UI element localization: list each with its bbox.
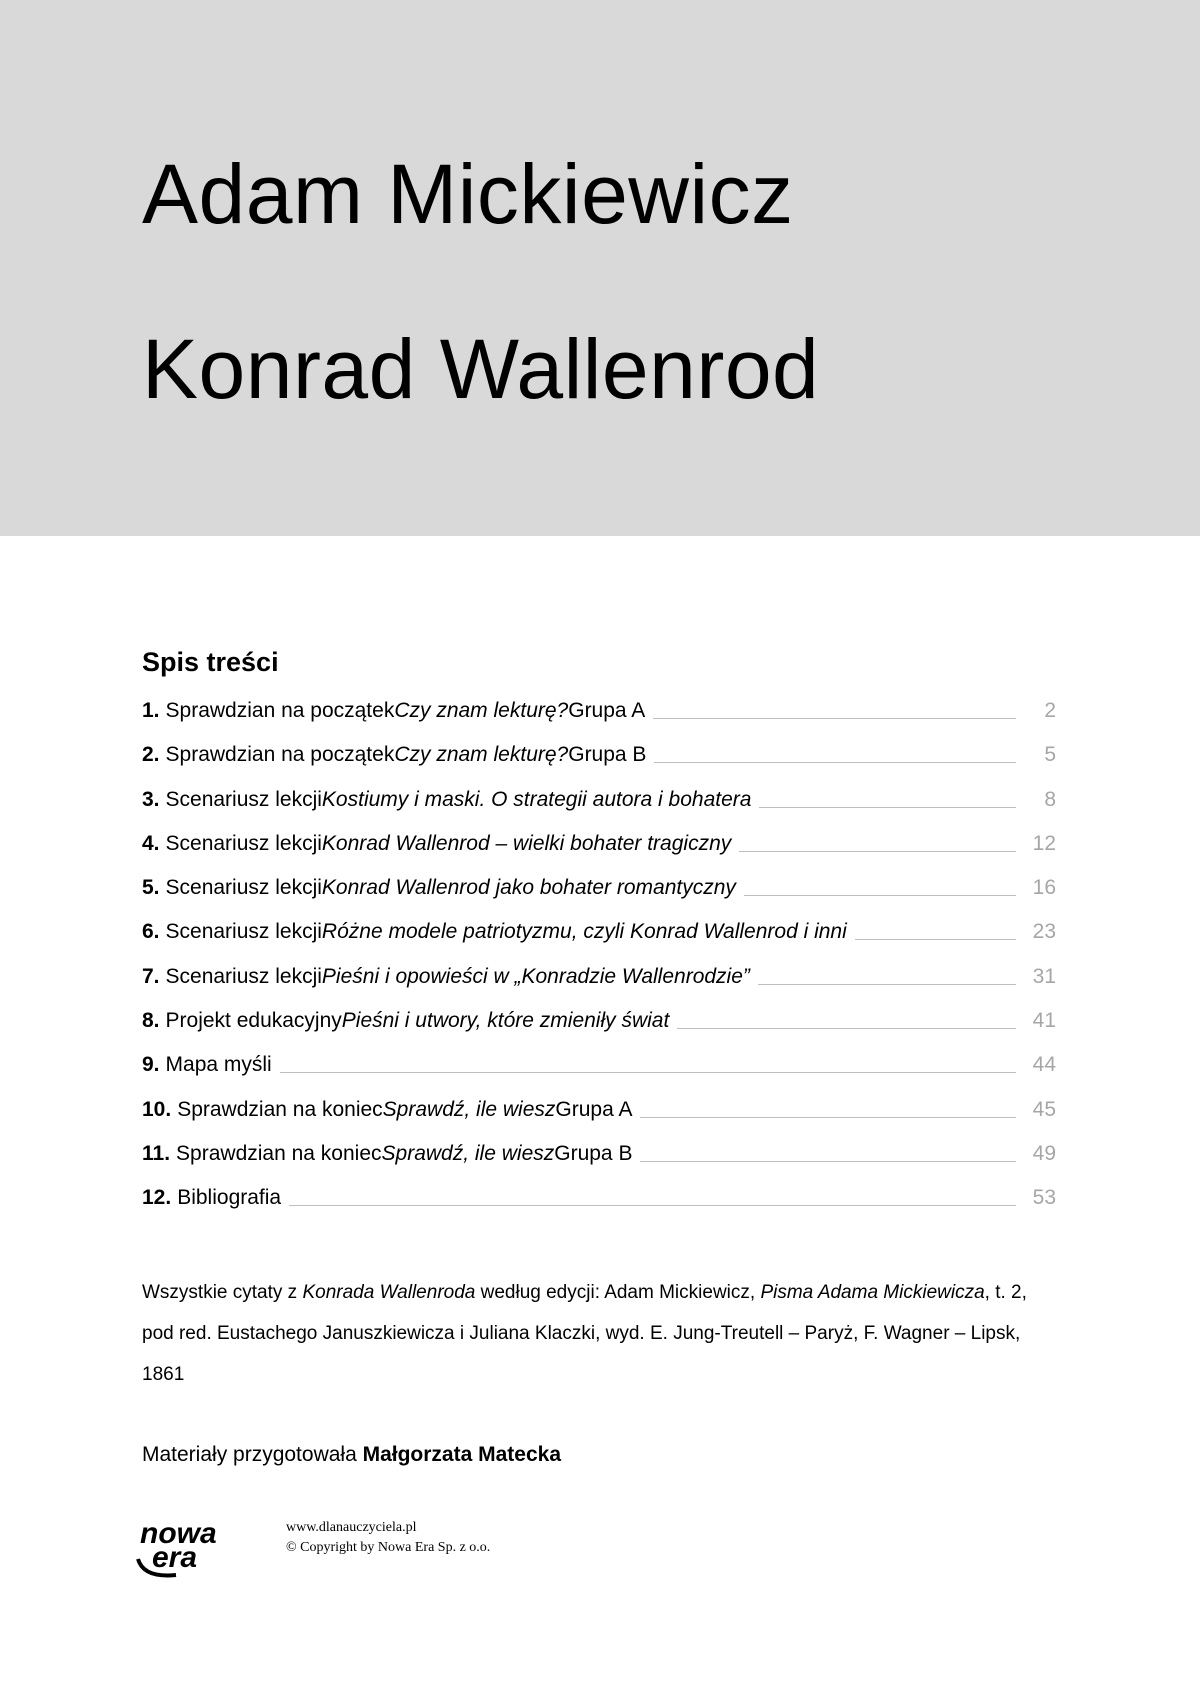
toc-page-number: 23 [1032, 920, 1056, 944]
logo-text-bottom: era [152, 1541, 198, 1574]
toc-page-number: 41 [1032, 1009, 1056, 1033]
toc-item-number: 2. [142, 743, 160, 767]
toc-item-title: Sprawdź, ile wiesz [381, 1141, 555, 1165]
toc-page-number: 44 [1032, 1053, 1056, 1077]
citation-note [142, 1272, 1062, 1395]
toc-item-number: 5. [142, 876, 160, 900]
toc-leader-line [759, 807, 1016, 808]
document-title: Konrad Wallenrod [142, 322, 820, 416]
logo-text-top: nowa [140, 1517, 217, 1550]
citation-text: , t. 2, pod red. Eustachego Januszkiewicza i Juliana Klaczki, wyd. E. Jung-Treutell – Paryż, F. Wagner – Lipsk, 1861 [142, 1282, 1027, 1385]
toc-item-title: Kostiumy i maski. O strategii autora i bohatera [321, 787, 752, 811]
toc-item-group: Grupa B [554, 1141, 633, 1165]
toc-item-number: 6. [142, 920, 160, 944]
toc-item-number: 4. [142, 831, 160, 855]
toc-item[interactable] [142, 788, 1056, 832]
toc-item[interactable] [142, 1053, 1056, 1097]
toc-item-title: Sprawdź, ile wiesz [382, 1097, 556, 1121]
toc-item-label: Sprawdzian na koniec [176, 1141, 382, 1165]
toc-page-number: 8 [1044, 787, 1056, 811]
toc-leader-line [653, 718, 1016, 719]
toc-item-label: Projekt edukacyjny [165, 1009, 342, 1033]
toc-item[interactable] [142, 699, 1056, 743]
toc-item-title: Konrad Wallenrod jako bohater romantyczny [321, 876, 736, 900]
toc-leader-line [744, 895, 1016, 896]
toc-item-title: Pieśni i utwory, które zmieniły świat [341, 1009, 670, 1033]
toc-item-label: Scenariusz lekcji [165, 964, 322, 988]
toc-item-number: 8. [142, 1009, 160, 1033]
toc-page-number: 5 [1044, 743, 1056, 767]
title-banner [0, 0, 1200, 536]
toc-item-title: Pieśni i opowieści w „Konradzie Wallenrodzie” [321, 964, 750, 988]
toc-item-title: Różne modele patriotyzmu, czyli Konrad Wallenrod i inni [321, 920, 847, 944]
toc-item-group: Grupa A [555, 1097, 633, 1121]
toc-item[interactable] [142, 1142, 1056, 1186]
toc-page-number: 31 [1032, 964, 1056, 988]
toc-item-number: 7. [142, 964, 160, 988]
toc-page-number: 16 [1032, 876, 1056, 900]
toc-item[interactable] [142, 1009, 1056, 1053]
toc-page-number: 45 [1032, 1097, 1056, 1121]
toc-item-label: Scenariusz lekcji [165, 920, 322, 944]
toc-item-label: Scenariusz lekcji [165, 831, 322, 855]
website-text: www.dlanauczyciela.pl [286, 1520, 417, 1535]
citation-text: według edycji: Adam Mickiewicz, [475, 1282, 761, 1303]
toc-item[interactable] [142, 743, 1056, 787]
toc-item-number: 1. [142, 699, 160, 722]
toc-item-number: 11. [142, 1141, 171, 1165]
toc-item[interactable] [142, 1098, 1056, 1142]
toc-item[interactable] [142, 876, 1056, 920]
toc-item-title: Konrad Wallenrod – wielki bohater tragiczny [321, 831, 732, 855]
toc-item-title: Czy znam lekturę? [394, 743, 569, 767]
toc-item-title: Czy znam lekturę? [394, 699, 569, 722]
toc-heading: Spis treści [142, 647, 279, 677]
toc-item[interactable] [142, 832, 1056, 876]
copyright-text: © Copyright by Nowa Era Sp. z o.o. [286, 1540, 491, 1555]
toc-item-label: Scenariusz lekcji [165, 876, 322, 900]
toc-item[interactable] [142, 1186, 1056, 1230]
toc-page-number: 12 [1032, 831, 1056, 855]
toc-page-number: 49 [1032, 1141, 1056, 1165]
toc-leader-line [640, 1117, 1016, 1118]
toc-item[interactable] [142, 965, 1056, 1009]
toc-leader-line [654, 762, 1016, 763]
toc-leader-line [289, 1205, 1016, 1206]
toc-page-number: 2 [1044, 699, 1056, 722]
toc-item-number: 9. [142, 1053, 160, 1077]
author-credit [142, 1443, 561, 1467]
toc-page-number: 53 [1032, 1186, 1056, 1210]
citation-text: Wszystkie cytaty z [142, 1282, 303, 1303]
credit-name: Małgorzata Matecka [362, 1443, 561, 1466]
publisher-footer [286, 1518, 490, 1558]
toc-item-number: 12. [142, 1186, 172, 1210]
toc-item-number: 10. [142, 1097, 172, 1121]
toc-item-number: 3. [142, 787, 160, 811]
toc-item[interactable] [142, 920, 1056, 964]
toc-item-label: Sprawdzian na koniec [177, 1097, 383, 1121]
toc-item-label: Sprawdzian na początek [165, 699, 395, 722]
citation-edition-title: Pisma Adama Mickiewicza [760, 1282, 985, 1303]
toc-item-label: Mapa myśli [165, 1053, 272, 1077]
toc-leader-line [677, 1028, 1016, 1029]
toc-leader-line [640, 1161, 1016, 1162]
nowa-era-logo [136, 1515, 232, 1581]
toc-item-group: Grupa B [568, 743, 647, 767]
toc-leader-line [739, 851, 1016, 852]
credit-prefix: Materiały przygotowała [142, 1443, 363, 1466]
table-of-contents [142, 699, 1056, 1231]
toc-item-label: Bibliografia [177, 1186, 282, 1210]
toc-leader-line [280, 1072, 1016, 1073]
toc-leader-line [855, 939, 1016, 940]
citation-work-title: Konrada Wallenroda [302, 1282, 476, 1303]
toc-item-group: Grupa A [568, 699, 646, 722]
toc-leader-line [758, 984, 1016, 985]
toc-item-label: Scenariusz lekcji [165, 787, 322, 811]
toc-item-label: Sprawdzian na początek [165, 743, 395, 767]
document-author: Adam Mickiewicz [142, 147, 794, 241]
